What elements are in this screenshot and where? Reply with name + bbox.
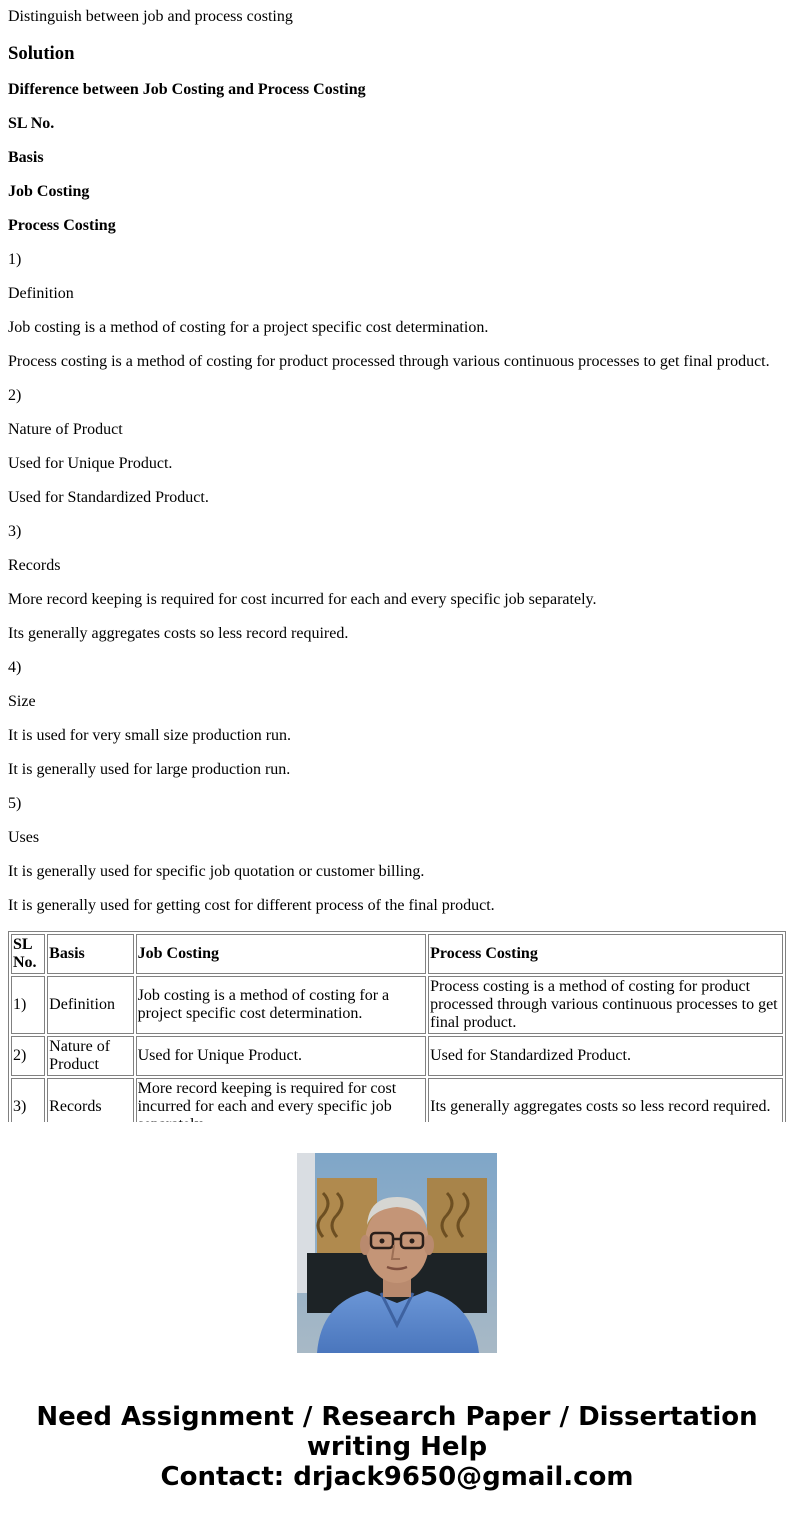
promo-line-2: writing Help — [306, 1432, 488, 1462]
author-portrait-image — [297, 1153, 497, 1353]
table-cell-sl: 2) — [11, 1036, 45, 1076]
row-5-basis: Uses — [8, 829, 40, 846]
solution-heading: Solution — [8, 43, 75, 64]
question-text: Distinguish between job and process costing — [8, 8, 293, 25]
row-4-job: It is used for very small size production run. — [8, 727, 292, 744]
row-3-process: Its generally aggregates costs so less record required. — [8, 625, 349, 642]
header-sl: SL No. — [8, 115, 55, 132]
section-title: Difference between Job Costing and Process Costing — [8, 81, 366, 98]
row-1-job: Job costing is a method of costing for a project specific cost determination. — [8, 319, 489, 336]
table-row — [11, 976, 783, 1034]
promo-banner — [0, 1122, 794, 1523]
promo-line-1: Need Assignment / Research Paper / Dissertation — [36, 1402, 758, 1432]
table-header-row — [11, 934, 783, 974]
row-3-basis: Records — [8, 557, 61, 574]
header-basis: Basis — [8, 149, 44, 166]
table-cell-job: Job costing is a method of costing for a project specific cost determination. — [136, 976, 427, 1034]
header-job: Job Costing — [8, 183, 90, 200]
table-cell-sl: 3) — [11, 1078, 45, 1136]
row-5-process: It is generally used for getting cost for different process of the final product. — [8, 897, 495, 914]
row-1-basis: Definition — [8, 285, 74, 302]
row-4-basis: Size — [8, 693, 36, 710]
promo-text — [0, 1402, 794, 1492]
row-2-job: Used for Unique Product. — [8, 455, 173, 472]
row-3-sl: 3) — [8, 523, 22, 540]
table-cell-sl: 1) — [11, 976, 45, 1034]
table-header-process: Process Costing — [428, 934, 783, 974]
table-cell-basis: Nature of Product — [47, 1036, 133, 1076]
table-header-basis: Basis — [47, 934, 133, 974]
row-1-sl: 1) — [8, 251, 22, 268]
row-5-job: It is generally used for specific job quotation or customer billing. — [8, 863, 425, 880]
table-cell-job: Used for Unique Product. — [136, 1036, 427, 1076]
row-4-sl: 4) — [8, 659, 22, 676]
row-2-sl: 2) — [8, 387, 22, 404]
row-2-basis: Nature of Product — [8, 421, 123, 438]
table-header-job: Job Costing — [136, 934, 427, 974]
table-cell-process: Used for Standardized Product. — [428, 1036, 783, 1076]
row-4-process: It is generally used for large production run. — [8, 761, 291, 778]
header-process: Process Costing — [8, 217, 116, 234]
table-row — [11, 1036, 783, 1076]
table-header-sl: SL No. — [11, 934, 45, 974]
promo-contact: Contact: drjack9650@gmail.com — [160, 1462, 634, 1492]
table-cell-basis: Records — [47, 1078, 133, 1136]
row-2-process: Used for Standardized Product. — [8, 489, 209, 506]
table-cell-basis: Definition — [47, 976, 133, 1034]
table-cell-process: Its generally aggregates costs so less record required. — [428, 1078, 783, 1136]
row-1-process: Process costing is a method of costing for product processed through various continuous processes to get final product. — [8, 353, 770, 370]
row-3-job: More record keeping is required for cost incurred for each and every specific job separately. — [8, 591, 597, 608]
table-cell-process: Process costing is a method of costing for product processed through various continuous processes to get final product. — [428, 976, 783, 1034]
table-cell-job: More record keeping is required for cost incurred for each and every specific job — [136, 1078, 427, 1136]
row-5-sl: 5) — [8, 795, 22, 812]
author-photo — [297, 1153, 497, 1353]
